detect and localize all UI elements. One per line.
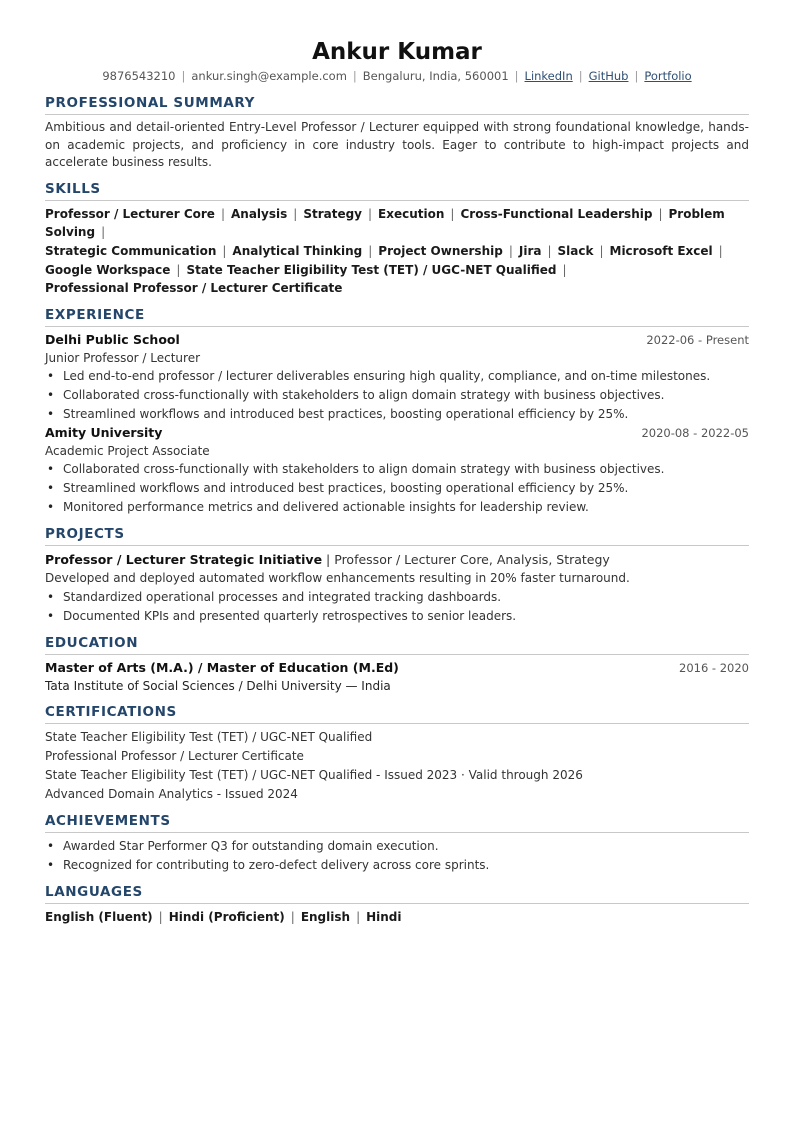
contact-line — [45, 68, 749, 84]
experience-section — [45, 306, 749, 517]
skill-separator: | — [220, 206, 225, 221]
job-bullets — [45, 460, 749, 517]
certification-item: Professional Professor / Lecturer Certificate — [45, 749, 304, 764]
section-title: ACHIEVEMENTS — [45, 812, 749, 833]
skill-separator: | — [508, 243, 513, 258]
project-bullets — [45, 588, 749, 626]
job-dates: 2022-06 - Present — [646, 333, 749, 348]
bullet-item: • Recognized for contributing to zero-defect delivery across core sprints. — [63, 856, 749, 875]
skill-item: Cross-Functional Leadership — [460, 206, 653, 221]
contact-separator: | — [181, 69, 186, 83]
contact-separator: | — [514, 69, 519, 83]
skill-item: Professor / Lecturer Core — [45, 206, 215, 221]
education-school: Tata Institute of Social Sciences / Delhi University — India — [45, 679, 391, 694]
education-section — [45, 634, 749, 695]
project-entry — [45, 550, 749, 626]
education-header — [45, 659, 749, 677]
projects-section — [45, 525, 749, 626]
skill-separator: | — [562, 262, 567, 277]
certification-item: Advanced Domain Analytics - Issued 2024 — [45, 787, 298, 802]
project-description: Developed and deployed automated workflow enhancements resulting in 20% faster turnaround. — [45, 571, 630, 586]
skill-item: Professional Professor / Lecturer Certificate — [45, 281, 343, 296]
skill-separator: | — [547, 243, 552, 258]
job-dates: 2020-08 - 2022-05 — [641, 426, 749, 441]
section-title: PROFESSIONAL SUMMARY — [45, 94, 749, 115]
summary-section — [45, 94, 749, 172]
skill-separator: | — [176, 262, 181, 277]
skill-separator: | — [450, 206, 455, 221]
project-tech: Professor / Lecturer Core, Analysis, Strategy — [334, 552, 610, 568]
contact-location: Bengaluru, India, 560001 — [362, 69, 509, 83]
skill-item: Microsoft Excel — [609, 243, 713, 258]
job-entry — [45, 424, 749, 517]
contact-separator: | — [578, 69, 583, 83]
job-entry — [45, 331, 749, 424]
bullet-item: • Led end-to-end professor / lecturer deliverables ensuring high quality, compliance, and on-time milestones. — [63, 367, 749, 386]
skill-item: Project Ownership — [378, 243, 503, 258]
skill-item: Google Workspace — [45, 262, 171, 277]
skill-separator: | — [658, 206, 663, 221]
language-separator: | — [356, 910, 361, 925]
job-company: Delhi Public School — [45, 332, 180, 348]
certification-item: State Teacher Eligibility Test (TET) / UGC-NET Qualified — [45, 730, 373, 745]
candidate-name: Ankur Kumar — [312, 39, 482, 65]
skill-item: Analytical Thinking — [232, 243, 363, 258]
achievements-section — [45, 812, 749, 875]
skills-list — [45, 205, 749, 299]
summary-text: Ambitious and detail-oriented Entry-Level Professor / Lecturer equipped with strong foundational knowledge, hands-on academic projects, and proficiency in core industry tools. Eager to contribute to high-impact projects and accelerate business results. — [45, 120, 749, 169]
job-role: Junior Professor / Lecturer — [45, 351, 201, 366]
language-separator: | — [290, 910, 295, 925]
bullet-item: • Streamlined workflows and introduced best practices, boosting operational efficiency by 25%. — [63, 479, 749, 498]
github-link[interactable]: GitHub — [588, 69, 629, 83]
languages-section — [45, 883, 749, 926]
contact-phone: 9876543210 — [102, 69, 176, 83]
resume-header — [45, 38, 749, 84]
skill-item: Jira — [518, 243, 542, 258]
contact-separator: | — [634, 69, 639, 83]
job-bullets — [45, 367, 749, 424]
section-title: EXPERIENCE — [45, 306, 749, 327]
job-company: Amity University — [45, 425, 163, 441]
bullet-item: • Collaborated cross-functionally with stakeholders to align domain strategy with business objectives. — [63, 460, 749, 479]
job-header — [45, 424, 749, 442]
education-degree: Master of Arts (M.A.) / Master of Education (M.Ed) — [45, 660, 399, 676]
language-item: Hindi — [366, 910, 402, 925]
skill-separator: | — [368, 206, 373, 221]
skill-item: Problem Solving — [45, 206, 725, 240]
education-dates: 2016 - 2020 — [679, 661, 749, 676]
skill-separator: | — [599, 243, 604, 258]
portfolio-link[interactable]: Portfolio — [644, 69, 692, 83]
certification-item: State Teacher Eligibility Test (TET) / UGC-NET Qualified - Issued 2023 · Valid through 2026 — [45, 768, 583, 783]
section-title: SKILLS — [45, 180, 749, 201]
project-separator: | — [326, 552, 331, 568]
contact-separator: | — [352, 69, 357, 83]
language-item: Hindi (Proficient) — [168, 910, 285, 925]
certifications-section — [45, 703, 749, 804]
job-role: Academic Project Associate — [45, 444, 210, 459]
job-header — [45, 331, 749, 349]
bullet-item: • Monitored performance metrics and delivered actionable insights for leadership review. — [63, 498, 749, 517]
skill-item: State Teacher Eligibility Test (TET) / UGC-NET Qualified — [186, 262, 557, 277]
language-separator: | — [158, 910, 163, 925]
contact-email: ankur.singh@example.com — [191, 69, 347, 83]
bullet-item: • Standardized operational processes and integrated tracking dashboards. — [63, 588, 749, 607]
skill-item: Analysis — [231, 206, 288, 221]
skill-separator: | — [222, 243, 227, 258]
skill-item: Execution — [378, 206, 445, 221]
skill-item: Slack — [557, 243, 594, 258]
section-title: CERTIFICATIONS — [45, 703, 749, 724]
section-title: LANGUAGES — [45, 883, 749, 904]
skill-item: Strategy — [303, 206, 362, 221]
bullet-item: • Documented KPIs and presented quarterly retrospectives to senior leaders. — [63, 607, 749, 626]
skills-section — [45, 180, 749, 299]
section-title: PROJECTS — [45, 525, 749, 546]
bullet-item: • Collaborated cross-functionally with stakeholders to align domain strategy with business objectives. — [63, 386, 749, 405]
bullet-item: • Streamlined workflows and introduced best practices, boosting operational efficiency by 25%. — [63, 405, 749, 424]
project-header — [45, 550, 749, 569]
skill-separator: | — [368, 243, 373, 258]
skill-separator: | — [293, 206, 298, 221]
language-item: English (Fluent) — [45, 910, 153, 925]
language-item: English — [300, 910, 351, 925]
project-title: Professor / Lecturer Strategic Initiative — [45, 552, 323, 568]
linkedin-link[interactable]: LinkedIn — [524, 69, 573, 83]
achievement-bullets — [45, 837, 749, 875]
skill-separator: | — [101, 225, 106, 240]
skill-item: Strategic Communication — [45, 243, 217, 258]
languages-list — [45, 908, 749, 926]
bullet-item: • Awarded Star Performer Q3 for outstanding domain execution. — [63, 837, 749, 856]
skill-separator: | — [718, 243, 723, 258]
section-title: EDUCATION — [45, 634, 749, 655]
